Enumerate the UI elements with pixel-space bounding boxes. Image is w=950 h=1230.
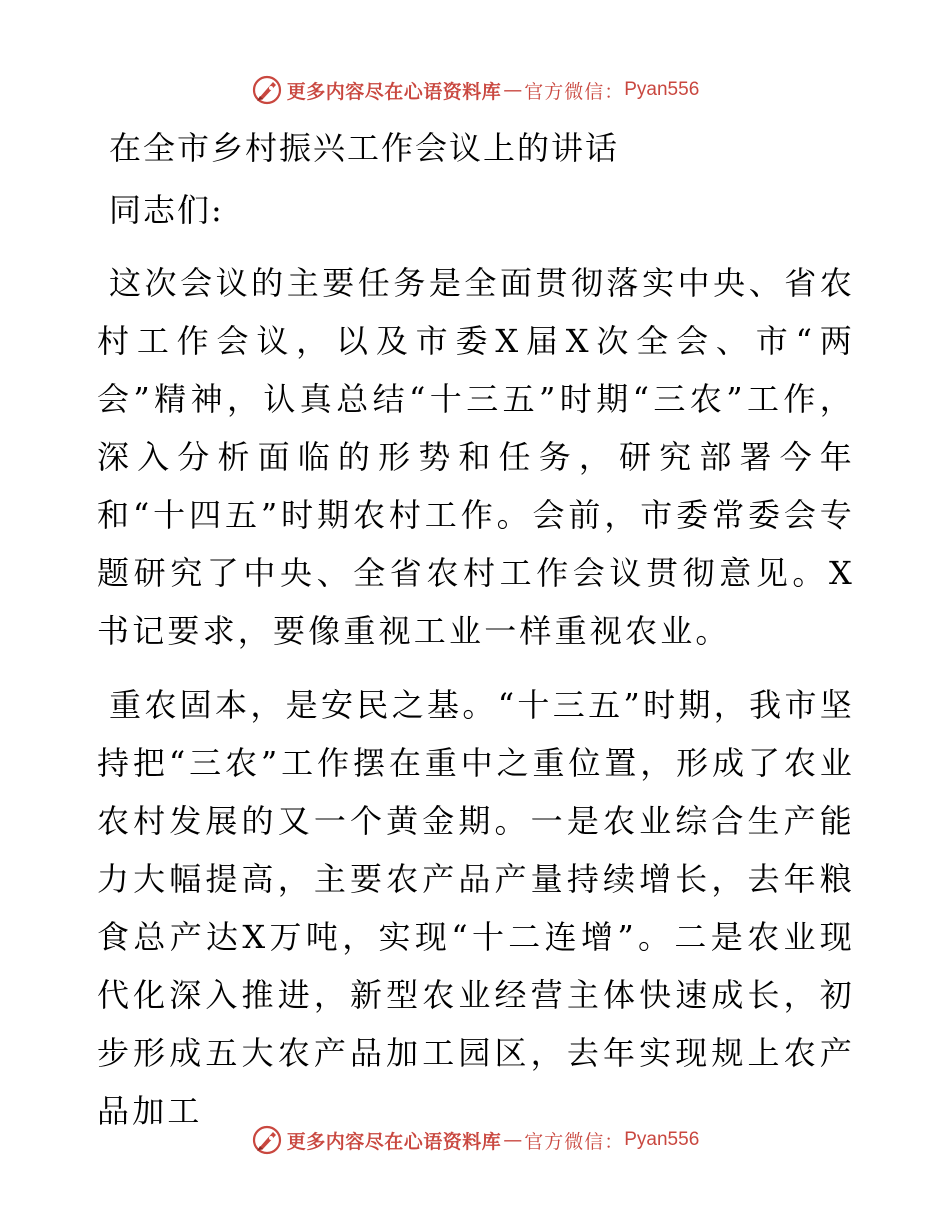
salutation: 同志们: (109, 191, 224, 229)
quill-logo-icon (251, 1124, 283, 1156)
paragraph: 这次会议的主要任务是全面贯彻落实中央、省农村工作会议，以及市委X届X次全会、市“两会”精神，认真总结“十三五”时期“三农”工作，深入分析面临的形势和任务，研究部署今年和“十四五”时期农村工作。会前，市委常委会专题研究了中央、全省农村工作会议贯彻意见。X书记要求，要像重视工业一样重视农业。 (97, 264, 855, 650)
watermark-header (0, 70, 950, 110)
quill-logo-icon (251, 74, 283, 106)
watermark-wechat-id: Pyan556 (624, 79, 700, 100)
watermark-wechat-label: 官方微信： (524, 1130, 625, 1153)
watermark-wechat-id: Pyan556 (624, 1129, 700, 1150)
watermark-separator: — (503, 1129, 523, 1151)
watermark-wechat-label: 官方微信： (524, 80, 625, 103)
document-title: 在全市乡村振兴工作会议上的讲话 (109, 129, 620, 167)
watermark-footer (0, 1120, 950, 1160)
paragraph: 重农固本，是安民之基。“十三五”时期，我市坚持把“三农”工作摆在重中之重位置，形成了农业农村发展的又一个黄金期。一是农业综合生产能力大幅提高，主要农产品产量持续增长，去年粮食总产达X万吨，实现“十二连增”。二是农业现代化深入推进，新型农业经营主体快速成长，初步形成五大农产品加工园区，去年实现规上农产品加工 (97, 686, 855, 1130)
document-body (97, 120, 855, 1140)
watermark-main-text: 更多内容尽在心语资料库 (286, 1130, 502, 1153)
watermark-main-text: 更多内容尽在心语资料库 (286, 80, 502, 103)
watermark-separator: — (503, 79, 523, 101)
